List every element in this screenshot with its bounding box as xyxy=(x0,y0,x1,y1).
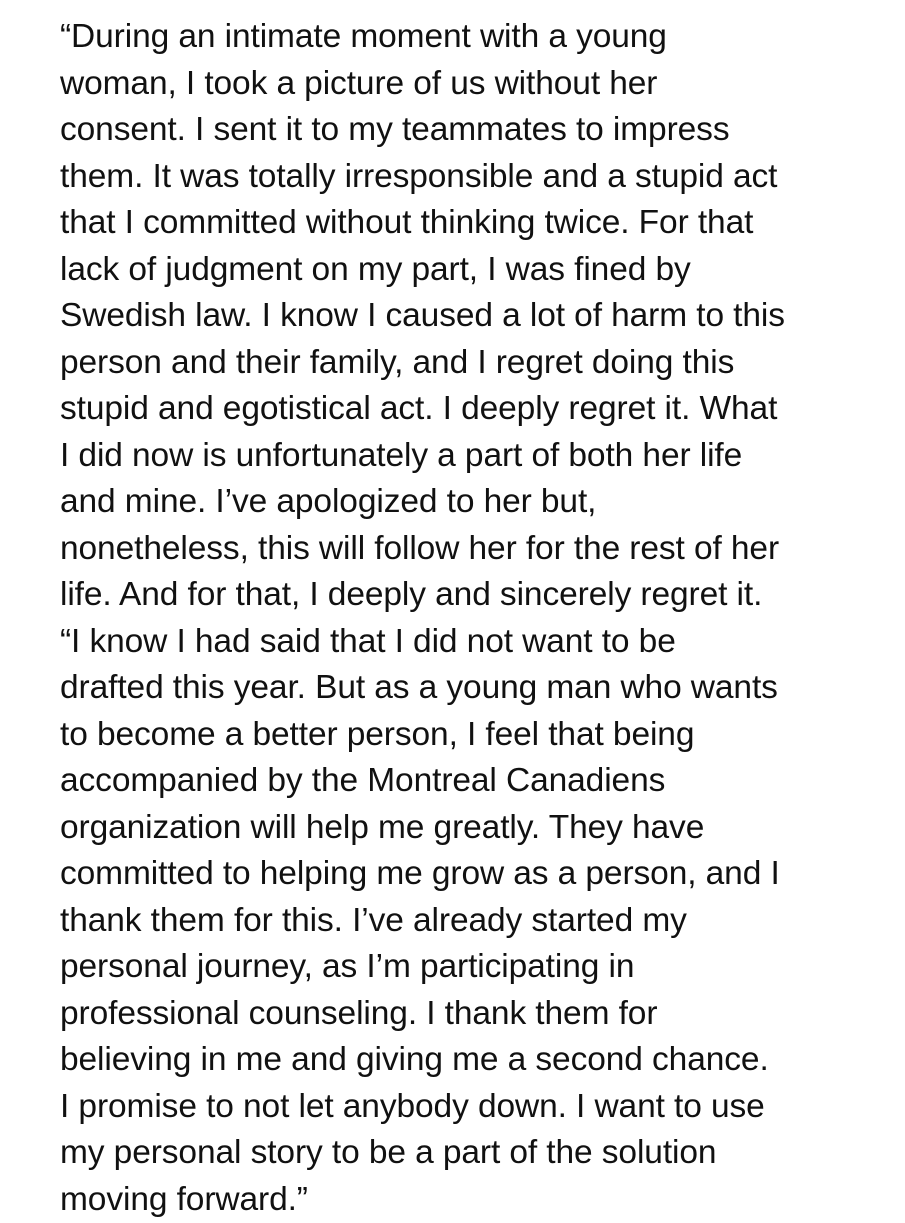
text-line: them. It was totally irresponsible and a stupid act xyxy=(60,154,900,201)
text-line: life. And for that, I deeply and sincerely regret it. xyxy=(60,572,900,619)
text-line: “During an intimate moment with a young xyxy=(60,14,900,61)
text-line: moving forward.” xyxy=(60,1177,900,1223)
text-line: personal journey, as I’m participating in xyxy=(60,944,900,991)
text-line: drafted this year. But as a young man who wants xyxy=(60,665,900,712)
text-line: to become a better person, I feel that being xyxy=(60,712,900,759)
text-line: professional counseling. I thank them for xyxy=(60,991,900,1038)
text-line: nonetheless, this will follow her for the rest of her xyxy=(60,526,900,573)
text-line: that I committed without thinking twice. For that xyxy=(60,200,900,247)
text-line: committed to helping me grow as a person, and I xyxy=(60,851,900,898)
text-line: “I know I had said that I did not want to be xyxy=(60,619,900,666)
statement-text xyxy=(60,14,900,1223)
text-line: organization will help me greatly. They have xyxy=(60,805,900,852)
text-line: woman, I took a picture of us without her xyxy=(60,61,900,108)
text-line: and mine. I’ve apologized to her but, xyxy=(60,479,900,526)
text-line: lack of judgment on my part, I was fined by xyxy=(60,247,900,294)
text-line: thank them for this. I’ve already started my xyxy=(60,898,900,945)
text-line: accompanied by the Montreal Canadiens xyxy=(60,758,900,805)
text-line: Swedish law. I know I caused a lot of harm to this xyxy=(60,293,900,340)
text-line: person and their family, and I regret doing this xyxy=(60,340,900,387)
text-line: my personal story to be a part of the solution xyxy=(60,1130,900,1177)
text-line: stupid and egotistical act. I deeply regret it. What xyxy=(60,386,900,433)
text-line: I did now is unfortunately a part of both her life xyxy=(60,433,900,480)
text-line: I promise to not let anybody down. I want to use xyxy=(60,1084,900,1131)
text-line: consent. I sent it to my teammates to impress xyxy=(60,107,900,154)
text-line: believing in me and giving me a second chance. xyxy=(60,1037,900,1084)
